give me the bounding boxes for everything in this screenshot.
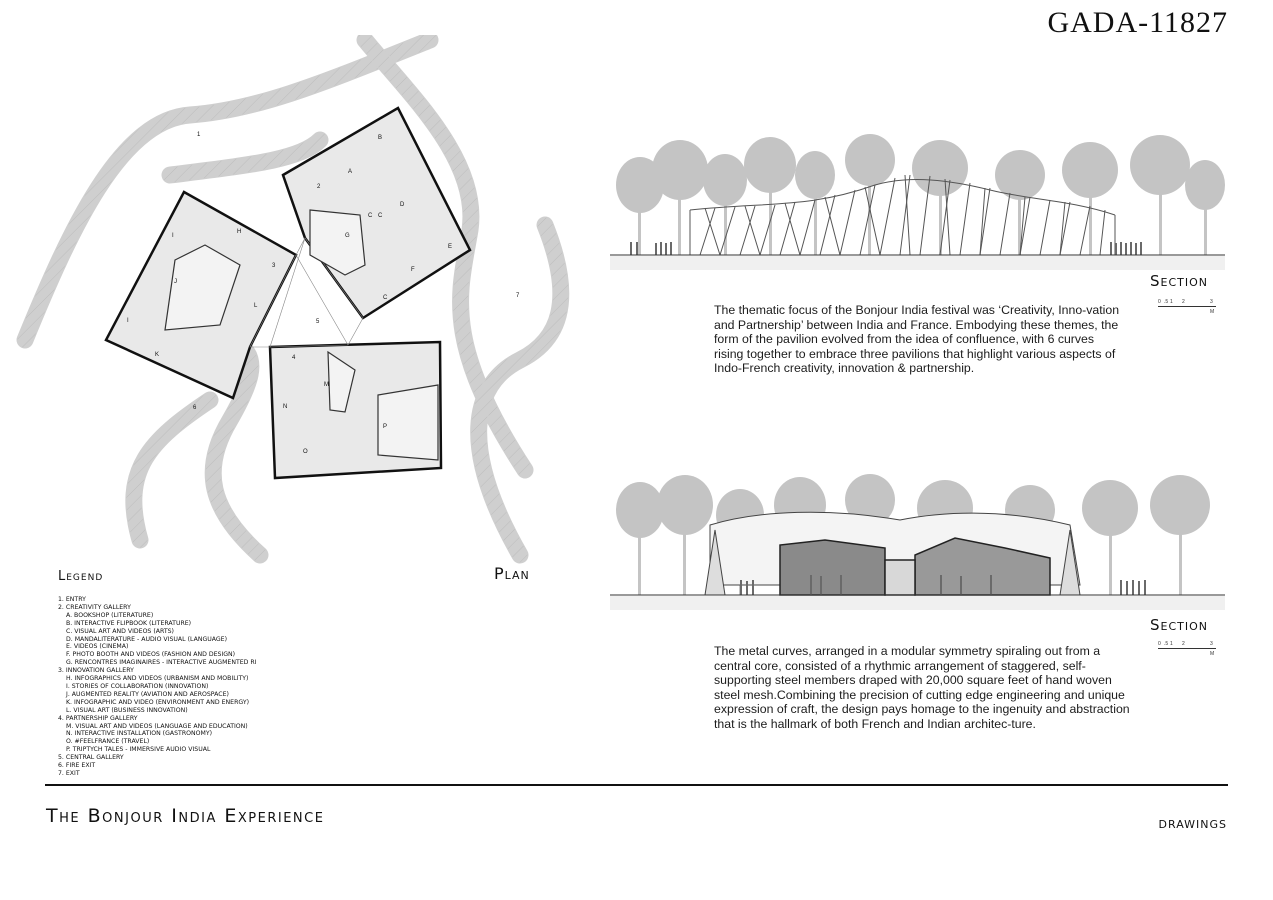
room-label: F: [411, 267, 415, 273]
scale-tick: 2: [1182, 641, 1185, 647]
room-label: P: [383, 424, 388, 430]
legend-item: M. VISUAL ART AND VIDEOS (LANGUAGE AND EDUCATION): [66, 722, 248, 730]
pavilion-curves: [690, 175, 1115, 255]
floor-plan-drawing: [15, 35, 615, 575]
legend-item: K. INFOGRAPHIC AND VIDEO (ENVIRONMENT AND ENERGY): [66, 698, 250, 706]
legend-item: G. RENCONTRES IMAGINAIRES - INTERACTIVE AUGMENTED RI: [66, 659, 257, 667]
legend-item: A. BOOKSHOP (LITERATURE): [66, 611, 154, 619]
room-label: 1: [197, 132, 201, 138]
scale-tick: 1: [1170, 641, 1173, 647]
legend-item: C. VISUAL ART AND VIDEOS (ARTS): [66, 627, 174, 635]
legend-list: [58, 596, 318, 778]
scale-tick: M: [1210, 651, 1215, 657]
legend-item: O. #FEELFRANCE (TRAVEL): [66, 738, 150, 746]
scale-tick: 2: [1182, 299, 1185, 305]
legend-item: 6. FIRE EXIT: [58, 762, 96, 770]
room-label: 5: [316, 319, 320, 325]
room-label: E: [448, 244, 453, 250]
plan-label: Plan: [494, 564, 530, 583]
room-label: C: [378, 213, 383, 219]
scale-tick: .5: [1164, 641, 1169, 647]
room-label: 7: [516, 293, 520, 299]
room-label: D: [400, 202, 405, 208]
legend-item: H. INFOGRAPHICS AND VIDEOS (URBANISM AND MOBILITY): [66, 675, 249, 683]
scale-bar-bottom: [1158, 642, 1218, 658]
scale-tick: 0: [1158, 641, 1161, 647]
drawing-code: GADA-11827: [1047, 6, 1228, 39]
room-label: A: [348, 169, 353, 175]
room-label: C: [368, 213, 373, 219]
people-silhouettes: [630, 242, 1142, 255]
background-trees: [616, 134, 1225, 255]
section-drawing-top: [610, 130, 1225, 270]
legend-item: I. STORIES OF COLLABORATION (INNOVATION): [66, 682, 209, 690]
section-drawing-bottom: [610, 470, 1225, 610]
scale-tick: 0: [1158, 299, 1161, 305]
legend-item: P. TRIPTYCH TALES - IMMERSIVE AUDIO VISUAL: [66, 746, 211, 754]
room-label: 2: [317, 184, 321, 190]
room-label: H: [237, 229, 242, 235]
legend-item: 7. EXIT: [58, 769, 80, 777]
room-label: L: [254, 303, 258, 309]
scale-bar-top: [1158, 300, 1218, 316]
room-label: B: [378, 135, 383, 141]
project-title: The Bonjour India Experience: [46, 805, 325, 827]
legend-item: 5. CENTRAL GALLERY: [58, 754, 124, 762]
room-label: N: [283, 404, 288, 410]
legend-item: B. INTERACTIVE FLIPBOOK (LITERATURE): [66, 619, 192, 627]
legend-title: Legend: [58, 569, 104, 584]
room-label: G: [345, 233, 350, 239]
room-label: 4: [292, 355, 296, 361]
scale-tick: .5: [1164, 299, 1169, 305]
room-label: 3: [272, 263, 276, 269]
scale-tick: 3: [1210, 299, 1213, 305]
scale-tick: 1: [1170, 299, 1173, 305]
description-paragraph-top: The thematic focus of the Bonjour India festival was ‘Creativity, Inno-vation and Partnership’ between India and France. Embodying these themes, the form of the pavilion evolved from the idea of confluence, with 6 curves rising together to embrace three pavilions that highlight various aspects of Indo-French creativity, innovation & partnership.: [714, 303, 1120, 375]
room-label: I: [172, 233, 174, 239]
legend-item: E. VIDEOS (CINEMA): [66, 643, 129, 651]
scale-tick: M: [1210, 309, 1215, 315]
legend-item: 1. ENTRY: [58, 596, 86, 603]
section-label-bottom: Section: [1150, 616, 1209, 634]
legend-item: J. AUGMENTED REALITY (AVIATION AND AEROSPACE): [66, 690, 229, 698]
legend-item: L. VISUAL ART (BUSINESS INNOVATION): [66, 706, 188, 714]
sheet-category-label: drawings: [1158, 814, 1227, 832]
room-label: M: [324, 382, 329, 388]
room-label: I: [127, 318, 129, 324]
legend-item: 4. PARTNERSHIP GALLERY: [58, 714, 138, 722]
legend-item: 3. INNOVATION GALLERY: [58, 667, 134, 675]
room-label: C: [383, 295, 388, 301]
scale-tick: 3: [1210, 641, 1213, 647]
legend-item: 2. CREATIVITY GALLERY: [58, 603, 131, 611]
legend-item: F. PHOTO BOOTH AND VIDEOS (FASHION AND DESIGN): [66, 651, 236, 659]
description-paragraph-bottom: The metal curves, arranged in a modular symmetry spiraling out from a central core, consisted of a rhythmic arrangement of staggered, self-supporting steel members draped with 20,000 square feet of hand woven steel mesh.Combining the precision of cutting edge engineering and unique expression of craft, the design pays homage to the ingenuity and abstraction that is the hallmark of both French and Indian architec-ture.: [714, 644, 1130, 731]
footer-rule: [45, 784, 1228, 786]
room-label: J: [174, 279, 177, 285]
room-label: K: [155, 352, 160, 358]
legend-item: D. MANDALITERATURE - AUDIO VISUAL (LANGUAGE): [66, 635, 228, 643]
legend-item: N. INTERACTIVE INSTALLATION (GASTRONOMY): [66, 730, 213, 738]
room-label: O: [303, 449, 308, 455]
section-label-top: Section: [1150, 272, 1209, 290]
room-label: 6: [193, 405, 197, 411]
